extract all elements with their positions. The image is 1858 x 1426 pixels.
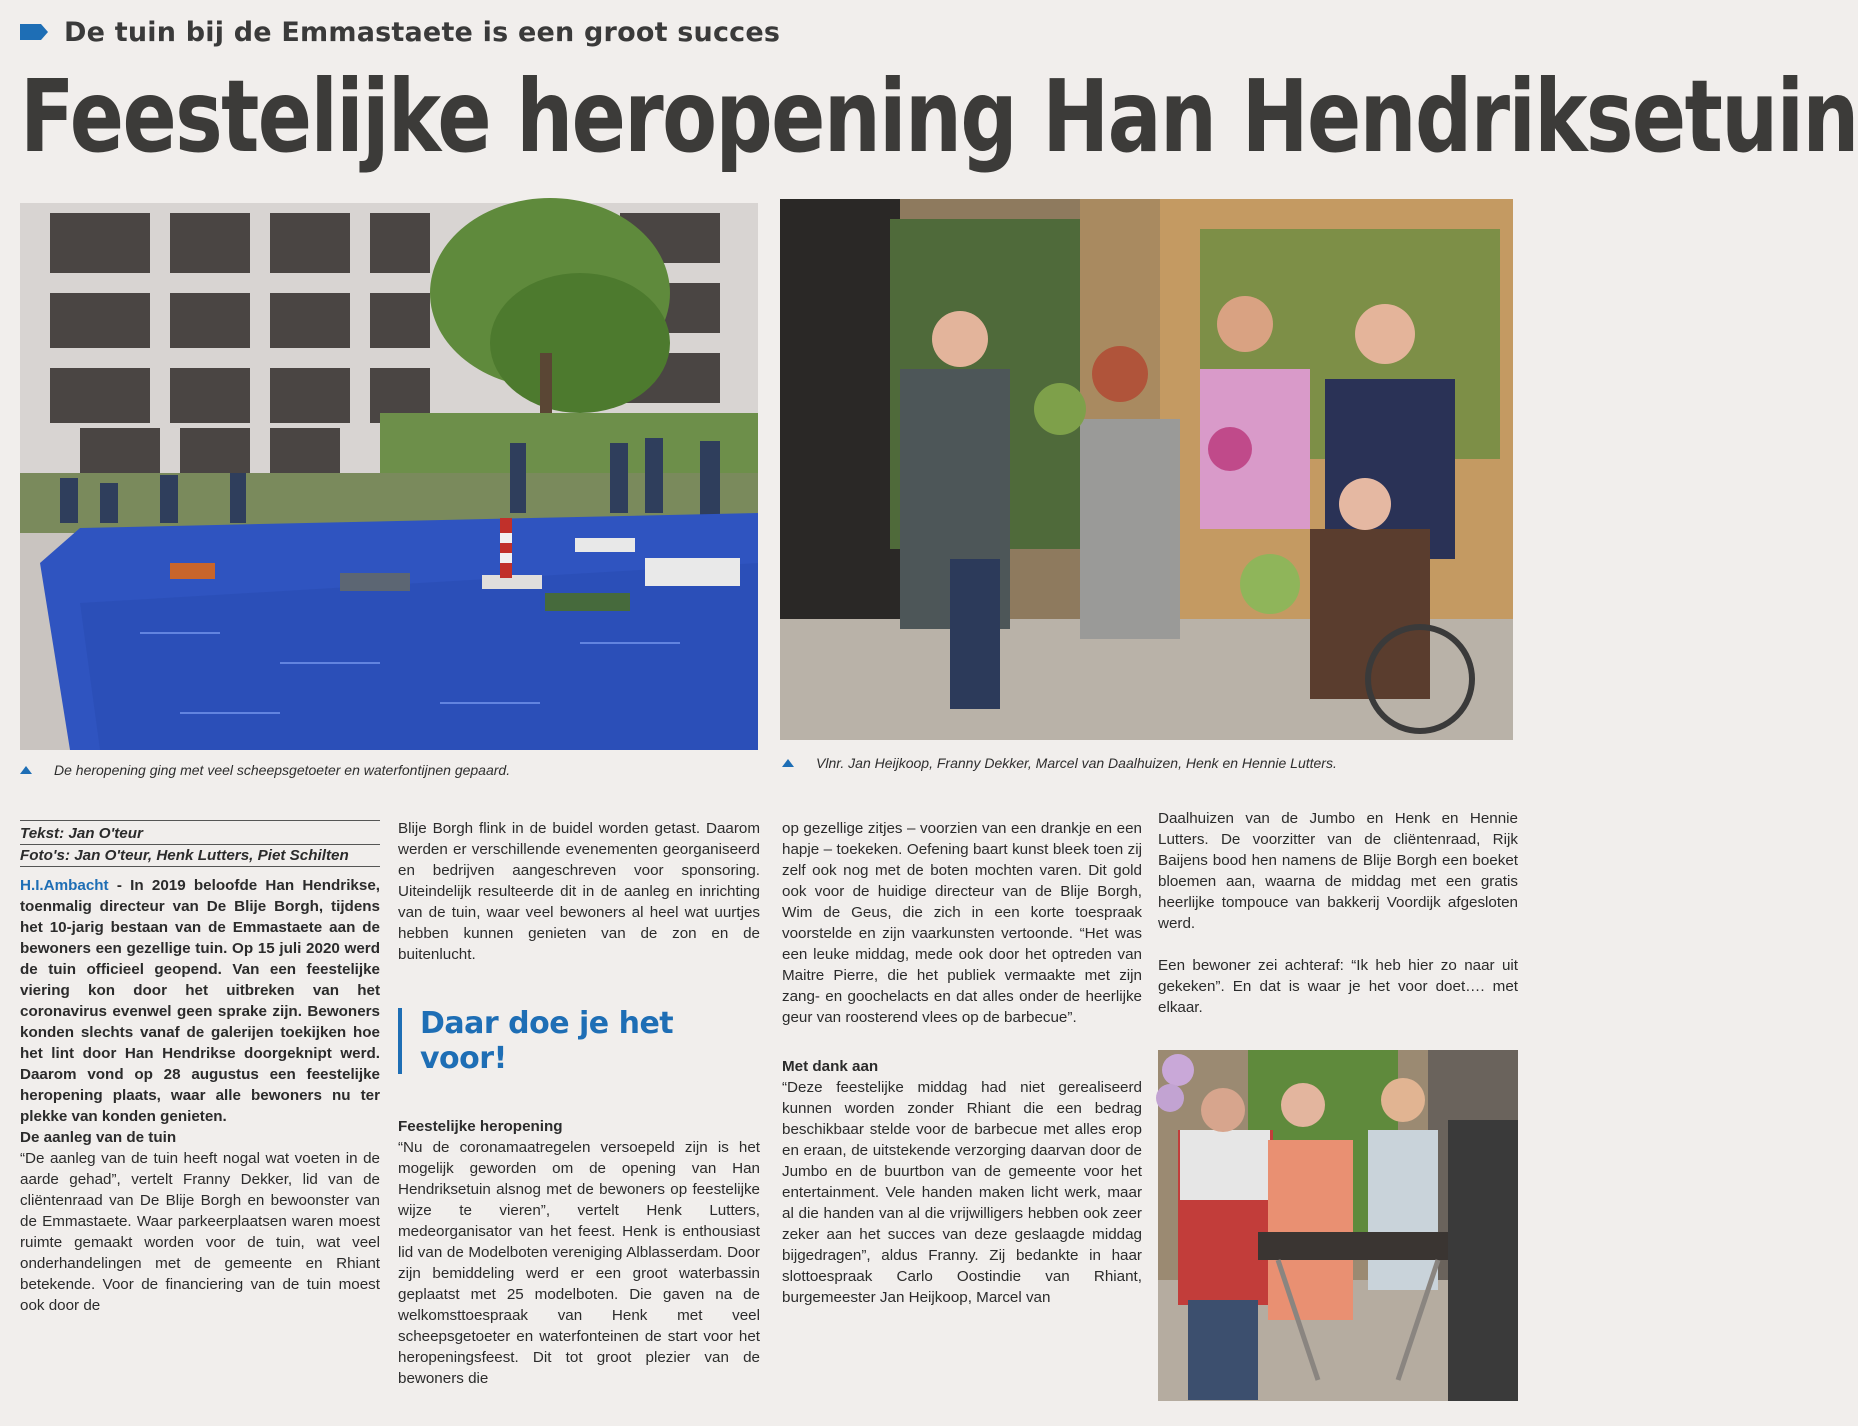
- arrow-icon: [20, 24, 48, 40]
- lead-paragraph: [20, 875, 380, 1127]
- photo1-caption: [20, 762, 510, 778]
- pull-quote: [398, 1008, 764, 1074]
- paragraph-bewoner: Een bewoner zei achteraf: “Ik heb hier zo naar uit gekeken”. En dat is waar je het voor doet…. met elkaar.: [1158, 957, 1518, 1016]
- credits: [20, 820, 380, 867]
- photo-barbecue: [1158, 1050, 1518, 1401]
- article-column-4: [1158, 808, 1518, 1018]
- subheading-dank: Met dank aan: [782, 1058, 879, 1075]
- paragraph-bedankt: Daalhuizen van de Jumbo en Henk en Hennie Lutters. De voorzitter van de cliëntenraad, Rijk Baijens bood hen namens de Blije Borgh een boeket bloemen aan, waarna de middag met een gratis heerlijke tompouce van bakkerij Voordijk afgesloten werd.: [1158, 810, 1518, 932]
- article-column-2b: [398, 1116, 760, 1389]
- dateline: H.I.Ambacht: [20, 877, 109, 894]
- triangle-up-icon: [782, 759, 794, 767]
- spacer: [1158, 934, 1518, 955]
- paragraph-heropening: “Nu de coronamaatregelen versoepeld zijn is het mogelijk geworden om de opening van Han Hendriksetuin alsnog met de bewoners op feestelijke wijze te vieren”, vertelt Henk Lutters, medeorganisator van het feest. Henk is enthousiast lid van de Modelboten vereniging Alblasserdam. Door zijn bemiddeling werd er een groot waterbassin geplaatst met 25 modelboten. Die gaven na de welkomsttoespraak van Henk met veel scheepsgetoeter en waterfonteinen de start voor het heropeningsfeest. Dit tot groot plezier van de bewoners die: [398, 1139, 760, 1387]
- photo-group-portrait: [780, 199, 1513, 740]
- photo2-caption: [782, 755, 1337, 771]
- subheading-heropening: Feestelijke heropening: [398, 1118, 563, 1135]
- kicker-text: De tuin bij de Emmastaete is een groot succes: [64, 16, 781, 48]
- photo1-caption-text: De heropening ging met veel scheepsgetoeter en waterfontijnen gepaard.: [54, 762, 511, 778]
- paragraph-zitjes: op gezellige zitjes – voorzien van een drankje en een hapje – toekeken. Oefening baart kunst bleek toen zij zelf ook nog met de boten mochten varen. Dit gold ook voor de huidige directeur van de Blije Borgh, Wim de Geus, die zich in een korte toespraak voorstelde en zijn vaarkunsten vertoonde. “Het was een leuke middag, mede ook door het optreden van Maitre Pierre, die het publiek vermaakte met zijn zang- en goochelacts en dat alles onder de heerlijke geur van roosterend vlees op de barbecue”.: [782, 820, 1142, 1026]
- subheading-aanleg: De aanleg van de tuin: [20, 1129, 177, 1146]
- triangle-up-icon: [20, 766, 32, 774]
- photo-boat-basin: [20, 203, 758, 750]
- article-column-2: [398, 818, 760, 965]
- credit-photos: Foto's: Jan O'teur, Henk Lutters, Piet Schilten: [20, 845, 380, 867]
- headline: Feestelijke heropening Han Hendriksetuin: [20, 58, 1858, 175]
- photo2-caption-text: Vlnr. Jan Heijkoop, Franny Dekker, Marcel van Daalhuizen, Henk en Hennie Lutters.: [816, 755, 1337, 771]
- paragraph-dank: “Deze feestelijke middag had niet gerealiseerd kunnen worden zonder Rhiant die een bedrag beschikbaar stelde voor de barbecue met alles erop en eraan, de uitstekende verzorging daarvan door de Jumbo en de buurtbon van de gemeente voor het entertainment. Vele handen maken licht werk, maar al die handen van al die vrijwilligers hebben ook zeer zeker aan het succes van deze geslaagde middag bijgedragen”, aldus Franny. Zij bedankte in haar slottoespraak Carlo Oostindie van Rhiant, burgemeester Jan Heijkoop, Marcel van: [782, 1079, 1142, 1306]
- paragraph-financiering: Blije Borgh flink in de buidel worden getast. Daarom werden er verschillende evenementen georganiseerd en bedrijven aangeschreven voor sponsoring. Uiteindelijk resulteerde dit in de aanleg en inrichting van de tuin, waar veel bewoners al heel wat uurtjes hebben kunnen genieten van de zon en de buitenlucht.: [398, 820, 760, 963]
- paragraph-aanleg: “De aanleg van de tuin heeft nogal wat voeten in de aarde gehad”, vertelt Franny Dekker, lid van de cliëntenraad van De Blije Borgh en bewoonster van de Emmastaete. Waar parkeerplaatsen waren moest ruimte gemaakt worden voor de tuin, wat veel onderhandelingen met de gemeente en Rhiant betekende. Voor de financiering van de tuin moest ook door de: [20, 1150, 380, 1314]
- pull-quote-text: Daar doe je het voor!: [420, 1006, 674, 1076]
- credit-text: Tekst: Jan O'teur: [20, 823, 380, 845]
- lead-text: - In 2019 beloofde Han Hendrikse, toenmalig directeur van De Blije Borgh, tijdens het 10-jarig bestaan van de Emmastaete aan de bewoners een gezellige tuin. Op 15 juli 2020 werd de tuin officieel geopend. Van een feestelijke viering kon door het uitbreken van het coronavirus evenwel geen sprake zijn. Bewoners konden slechts vanaf de galerijen toekijken hoe het lint door Han Hendrikse doorgeknipt werd. Daarom vond op 28 augustus een feestelijke heropening plaats, waar alle bewoners nu ter plekke van konden genieten.: [20, 877, 380, 1125]
- kicker: [20, 14, 780, 50]
- article-column-1: [20, 820, 380, 1316]
- article-column-3: [782, 818, 1142, 1308]
